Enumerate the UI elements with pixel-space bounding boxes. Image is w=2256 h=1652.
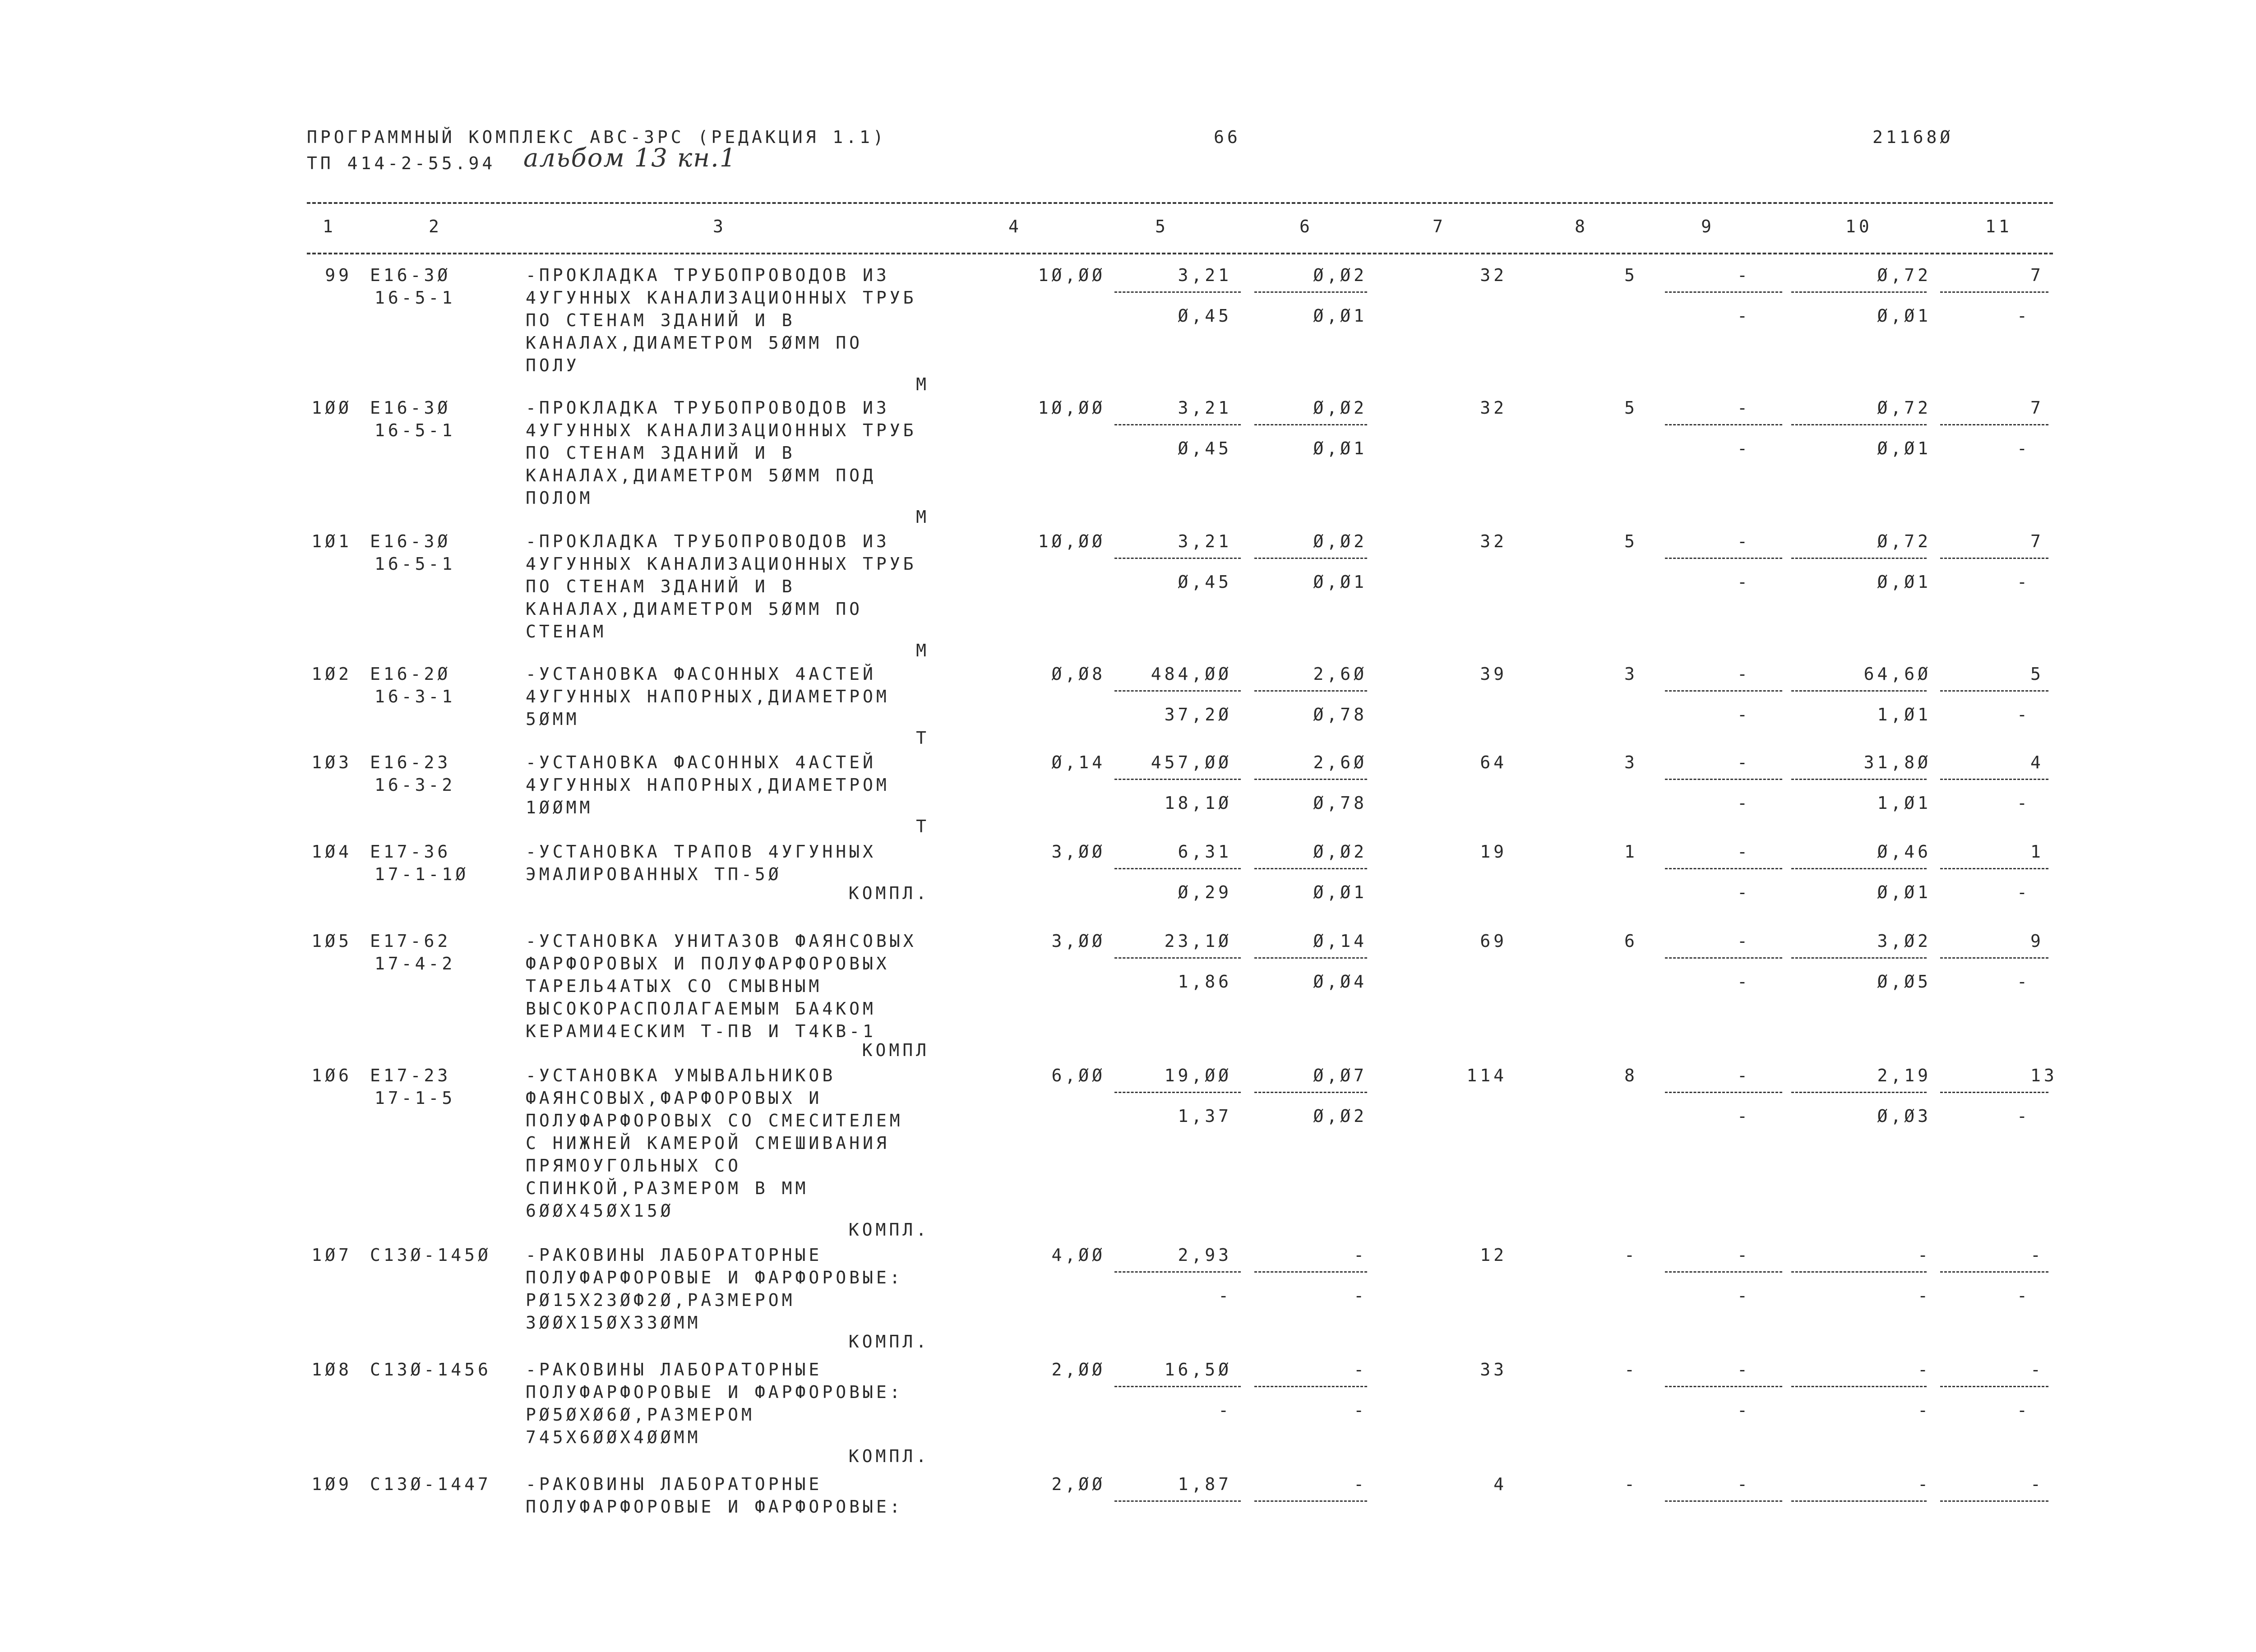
header-rule-top: [307, 202, 2053, 204]
work-description-line: 6ØØХ45ØХ15Ø: [526, 1201, 674, 1221]
column-number: 6: [1299, 217, 1313, 236]
col9-value: -: [1737, 1245, 1751, 1265]
row-number: 1Ø6: [311, 1066, 352, 1085]
value-separator: [1114, 1500, 1241, 1502]
machine-cost: 2,6Ø: [1313, 664, 1367, 684]
work-description-line: -УСТАНОВКА УНИТАЗОВ ФАЯНСОВЫХ: [526, 931, 917, 951]
machine-cost-wages: Ø,78: [1313, 705, 1367, 724]
total-cost: 39: [1480, 664, 1507, 684]
work-description-line: 745Х6ØØХ4ØØММ: [526, 1427, 701, 1447]
value-separator: [1791, 291, 1927, 293]
machine-cost: -: [1354, 1245, 1367, 1265]
value-separator: [1114, 779, 1241, 780]
program-title: ПРОГРАММНЫЙ КОМПЛЕКС АВС-3РС (РЕДАКЦИЯ 1.1): [307, 127, 887, 147]
col11-sub-value: -: [2017, 972, 2030, 992]
work-description-line: ЭМАЛИРОВАННЫХ ТП-5Ø: [526, 864, 782, 884]
value-separator: [1254, 779, 1367, 780]
unit-cost: 457,ØØ: [1151, 752, 1232, 772]
value-separator: [1114, 424, 1241, 425]
total-cost: 32: [1480, 398, 1507, 418]
unit-cost-wages: 1,86: [1178, 972, 1232, 992]
labor-cost: -: [1918, 1474, 1931, 1494]
work-description-line: -ПРОКЛАДКА ТРУБОПРОВОДОВ ИЗ: [526, 531, 890, 551]
value-separator: [1940, 957, 2048, 959]
value-separator: [1254, 957, 1367, 959]
value-separator: [1254, 558, 1367, 559]
labor-cost-sub: 1,Ø1: [1877, 705, 1931, 724]
col9-sub-value: -: [1737, 438, 1751, 458]
work-description-line: РØ15Х23ØФ2Ø,РАЗМЕРОМ: [526, 1290, 795, 1310]
quantity: 3,ØØ: [1051, 842, 1105, 862]
norm-subcode: 16-5-1: [374, 554, 456, 574]
norm-subcode: 16-5-1: [374, 420, 456, 440]
col9-value: -: [1737, 1474, 1751, 1494]
value-separator: [1665, 424, 1782, 425]
value-separator: [1665, 291, 1782, 293]
norm-code: Е16-3Ø: [370, 398, 451, 418]
work-description-line: -УСТАНОВКА ФАСОННЫХ 4АСТЕЙ: [526, 664, 876, 684]
machine-cost-wages: -: [1354, 1400, 1367, 1420]
value-separator: [1940, 779, 2048, 780]
machine-cost-wages: Ø,Ø4: [1313, 972, 1367, 992]
value-separator: [1940, 1092, 2048, 1093]
row-number: 1Ø5: [311, 931, 352, 951]
work-description-line: КЕРАМИ4ЕСКИМ Т-ПВ И Т4КВ-1: [526, 1021, 876, 1041]
labor-cost-sub: Ø,Ø1: [1877, 882, 1931, 902]
unit-cost: 3,21: [1178, 531, 1232, 551]
value-separator: [1665, 690, 1782, 692]
column-number: 2: [429, 217, 442, 236]
value-separator: [1665, 558, 1782, 559]
value-separator: [1665, 868, 1782, 869]
work-description-line: 4УГУННЫХ КАНАЛИЗАЦИОННЫХ ТРУБ: [526, 554, 917, 574]
col9-value: -: [1737, 1066, 1751, 1085]
unit-of-measure: Т: [916, 728, 929, 748]
machine-cost: Ø,Ø2: [1313, 398, 1367, 418]
value-separator: [1791, 957, 1927, 959]
total-cost: 12: [1480, 1245, 1507, 1265]
col11-sub-value: -: [2017, 1106, 2030, 1126]
quantity: 2,ØØ: [1051, 1360, 1105, 1380]
total-cost: 114: [1466, 1066, 1507, 1085]
value-separator: [1114, 1092, 1241, 1093]
work-description-line: -УСТАНОВКА ФАСОННЫХ 4АСТЕЙ: [526, 752, 876, 772]
column-number: 1: [323, 217, 336, 236]
machine-cost: Ø,Ø2: [1313, 265, 1367, 285]
value-separator: [1791, 1386, 1927, 1387]
total-wages: -: [1624, 1360, 1638, 1380]
value-separator: [1791, 558, 1927, 559]
norm-code: Е16-3Ø: [370, 531, 451, 551]
machine-cost-wages: Ø,78: [1313, 793, 1367, 813]
unit-cost: 6,31: [1178, 842, 1232, 862]
machine-cost: Ø,14: [1313, 931, 1367, 951]
value-separator: [1254, 1386, 1367, 1387]
work-description-line: ФАРФОРОВЫХ И ПОЛУФАРФОРОВЫХ: [526, 954, 890, 974]
work-description-line: КАНАЛАХ,ДИАМЕТРОМ 5ØММ ПО: [526, 333, 863, 353]
value-separator: [1791, 1500, 1927, 1502]
total-wages: 3: [1624, 664, 1638, 684]
value-separator: [1114, 291, 1241, 293]
unit-of-measure: М: [916, 374, 929, 394]
work-description-line: 5ØММ: [526, 709, 580, 729]
value-separator: [1791, 1271, 1927, 1273]
unit-cost-wages: Ø,45: [1178, 306, 1232, 326]
value-separator: [1114, 690, 1241, 692]
col11-value: 5: [2030, 664, 2044, 684]
value-separator: [1940, 690, 2048, 692]
unit-cost-wages: -: [1218, 1400, 1232, 1420]
work-description-line: ПОЛУФАРФОРОВЫЕ И ФАРФОРОВЫЕ:: [526, 1382, 903, 1402]
work-description-line: -ПРОКЛАДКА ТРУБОПРОВОДОВ ИЗ: [526, 398, 890, 418]
norm-code: Е16-2Ø: [370, 664, 451, 684]
col9-value: -: [1737, 531, 1751, 551]
col9-sub-value: -: [1737, 1400, 1751, 1420]
page-number: 66: [1214, 127, 1241, 147]
total-cost: 32: [1480, 531, 1507, 551]
value-separator: [1114, 1386, 1241, 1387]
project-code: ТП 414-2-55.94: [307, 153, 496, 173]
norm-subcode: 16-3-1: [374, 687, 456, 706]
machine-cost: -: [1354, 1360, 1367, 1380]
col9-value: -: [1737, 664, 1751, 684]
column-number: 11: [1985, 217, 2012, 236]
labor-cost-sub: 1,Ø1: [1877, 793, 1931, 813]
work-description-line: 4УГУННЫХ КАНАЛИЗАЦИОННЫХ ТРУБ: [526, 288, 917, 308]
quantity: 1Ø,ØØ: [1038, 265, 1105, 285]
value-separator: [1940, 1271, 2048, 1273]
value-separator: [1791, 1092, 1927, 1093]
unit-cost: 3,21: [1178, 398, 1232, 418]
handwritten-note: альбом 13 кн.1: [523, 143, 737, 173]
work-description-line: ПО СТЕНАМ ЗДАНИЙ И В: [526, 443, 795, 463]
unit-of-measure: Т: [916, 817, 929, 836]
work-description-line: 1ØØММ: [526, 798, 593, 817]
labor-cost-sub: Ø,Ø5: [1877, 972, 1931, 992]
value-separator: [1254, 291, 1367, 293]
work-description-line: -РАКОВИНЫ ЛАБОРАТОРНЫЕ: [526, 1245, 823, 1265]
norm-code: С13Ø-1447: [370, 1474, 491, 1494]
unit-cost: 3,21: [1178, 265, 1232, 285]
unit-cost: 484,ØØ: [1151, 664, 1232, 684]
header-rule-bottom: [307, 253, 2053, 254]
value-separator: [1254, 424, 1367, 425]
column-number: 8: [1575, 217, 1588, 236]
value-separator: [1254, 1500, 1367, 1502]
col9-sub-value: -: [1737, 306, 1751, 326]
labor-cost: 64,6Ø: [1863, 664, 1931, 684]
norm-subcode: 17-4-2: [374, 954, 456, 974]
labor-cost: Ø,72: [1877, 265, 1931, 285]
work-description-line: ПО СТЕНАМ ЗДАНИЙ И В: [526, 577, 795, 596]
norm-code: Е17-36: [370, 842, 451, 862]
total-cost: 32: [1480, 265, 1507, 285]
labor-cost: 31,8Ø: [1863, 752, 1931, 772]
labor-cost-sub: Ø,Ø1: [1877, 572, 1931, 592]
col9-value: -: [1737, 398, 1751, 418]
work-description-line: ПОЛОМ: [526, 488, 593, 508]
col11-value: -: [2030, 1360, 2044, 1380]
value-separator: [1940, 291, 2048, 293]
column-number: 7: [1433, 217, 1446, 236]
value-separator: [1114, 868, 1241, 869]
labor-cost: Ø,72: [1877, 398, 1931, 418]
col11-value: 7: [2030, 531, 2044, 551]
machine-cost: Ø,Ø2: [1313, 842, 1367, 862]
value-separator: [1940, 424, 2048, 425]
col9-sub-value: -: [1737, 882, 1751, 902]
work-description-line: 4УГУННЫХ НАПОРНЫХ,ДИАМЕТРОМ: [526, 687, 890, 706]
col9-sub-value: -: [1737, 705, 1751, 724]
machine-cost-wages: Ø,Ø1: [1313, 882, 1367, 902]
row-number: 1Ø3: [311, 752, 352, 772]
value-separator: [1665, 957, 1782, 959]
work-description-line: 4УГУННЫХ НАПОРНЫХ,ДИАМЕТРОМ: [526, 775, 890, 795]
row-number: 99: [325, 265, 352, 285]
total-wages: -: [1624, 1245, 1638, 1265]
quantity: Ø,14: [1051, 752, 1105, 772]
value-separator: [1254, 690, 1367, 692]
col9-sub-value: -: [1737, 972, 1751, 992]
value-separator: [1254, 1271, 1367, 1273]
col11-sub-value: -: [2017, 882, 2030, 902]
col11-value: 7: [2030, 398, 2044, 418]
value-separator: [1114, 558, 1241, 559]
unit-cost-wages: 1,37: [1178, 1106, 1232, 1126]
quantity: 1Ø,ØØ: [1038, 531, 1105, 551]
quantity: 3,ØØ: [1051, 931, 1105, 951]
machine-cost-wages: Ø,Ø1: [1313, 306, 1367, 326]
unit-of-measure: КОМПЛ.: [848, 1220, 929, 1240]
col11-value: -: [2030, 1245, 2044, 1265]
column-number: 4: [1008, 217, 1022, 236]
quantity: 6,ØØ: [1051, 1066, 1105, 1085]
norm-code: Е16-23: [370, 752, 451, 772]
work-description-line: ПРЯМОУГОЛЬНЫХ СО: [526, 1156, 742, 1176]
labor-cost-sub: Ø,Ø1: [1877, 438, 1931, 458]
unit-cost-wages: 18,1Ø: [1164, 793, 1232, 813]
work-description-line: ПОЛУ: [526, 355, 580, 375]
total-wages: 8: [1624, 1066, 1638, 1085]
column-number: 10: [1845, 217, 1872, 236]
labor-cost: 2,19: [1877, 1066, 1931, 1085]
total-cost: 69: [1480, 931, 1507, 951]
unit-of-measure: М: [916, 641, 929, 660]
total-wages: 3: [1624, 752, 1638, 772]
norm-subcode: 17-1-1Ø: [374, 864, 469, 884]
col9-sub-value: -: [1737, 1106, 1751, 1126]
value-separator: [1114, 1271, 1241, 1273]
value-separator: [1114, 957, 1241, 959]
row-number: 1Ø4: [311, 842, 352, 862]
work-description-line: ПОЛУФАРФОРОВЫХ СО СМЕСИТЕЛЕМ: [526, 1111, 903, 1131]
document-number: 21168Ø: [1872, 127, 1954, 147]
total-cost: 33: [1480, 1360, 1507, 1380]
col11-value: 1: [2030, 842, 2044, 862]
value-separator: [1665, 1386, 1782, 1387]
value-separator: [1940, 1500, 2048, 1502]
labor-cost-sub: -: [1918, 1286, 1931, 1306]
total-cost: 19: [1480, 842, 1507, 862]
labor-cost-sub: Ø,Ø3: [1877, 1106, 1931, 1126]
norm-code: Е16-3Ø: [370, 265, 451, 285]
work-description-line: СТЕНАМ: [526, 622, 607, 641]
col11-value: 13: [2030, 1066, 2057, 1085]
machine-cost-wages: Ø,Ø2: [1313, 1106, 1367, 1126]
quantity: 1Ø,ØØ: [1038, 398, 1105, 418]
col9-sub-value: -: [1737, 1286, 1751, 1306]
total-wages: 5: [1624, 531, 1638, 551]
value-separator: [1791, 868, 1927, 869]
col11-value: 4: [2030, 752, 2044, 772]
unit-of-measure: КОМПЛ.: [848, 1332, 929, 1352]
work-description-line: 4УГУННЫХ КАНАЛИЗАЦИОННЫХ ТРУБ: [526, 420, 917, 440]
col9-value: -: [1737, 752, 1751, 772]
work-description-line: -УСТАНОВКА УМЫВАЛЬНИКОВ: [526, 1066, 836, 1085]
machine-cost-wages: Ø,Ø1: [1313, 572, 1367, 592]
norm-subcode: 16-5-1: [374, 288, 456, 308]
value-separator: [1254, 1092, 1367, 1093]
unit-of-measure: КОМПЛ: [862, 1040, 929, 1060]
work-description-line: СПИНКОЙ,РАЗМЕРОМ В ММ: [526, 1178, 809, 1198]
work-description-line: -УСТАНОВКА ТРАПОВ 4УГУННЫХ: [526, 842, 876, 862]
norm-subcode: 17-1-5: [374, 1088, 456, 1108]
row-number: 1Ø9: [311, 1474, 352, 1494]
norm-code: Е17-23: [370, 1066, 451, 1085]
col11-value: -: [2030, 1474, 2044, 1494]
unit-of-measure: КОМПЛ.: [848, 883, 929, 903]
quantity: Ø,Ø8: [1051, 664, 1105, 684]
value-separator: [1791, 690, 1927, 692]
col11-value: 7: [2030, 265, 2044, 285]
value-separator: [1940, 558, 2048, 559]
labor-cost: -: [1918, 1245, 1931, 1265]
work-description-line: ПОЛУФАРФОРОВЫЕ И ФАРФОРОВЫЕ:: [526, 1497, 903, 1517]
quantity: 2,ØØ: [1051, 1474, 1105, 1494]
work-description-line: -РАКОВИНЫ ЛАБОРАТОРНЫЕ: [526, 1474, 823, 1494]
machine-cost: 2,6Ø: [1313, 752, 1367, 772]
total-wages: 6: [1624, 931, 1638, 951]
work-description-line: 3ØØХ15ØХ33ØММ: [526, 1313, 701, 1333]
value-separator: [1665, 779, 1782, 780]
col11-sub-value: -: [2017, 572, 2030, 592]
work-description-line: ПО СТЕНАМ ЗДАНИЙ И В: [526, 310, 795, 330]
norm-subcode: 16-3-2: [374, 775, 456, 795]
total-wages: 5: [1624, 265, 1638, 285]
machine-cost: Ø,Ø2: [1313, 531, 1367, 551]
total-cost: 4: [1493, 1474, 1507, 1494]
col11-sub-value: -: [2017, 793, 2030, 813]
work-description-line: КАНАЛАХ,ДИАМЕТРОМ 5ØММ ПО: [526, 599, 863, 619]
labor-cost: -: [1918, 1360, 1931, 1380]
col9-value: -: [1737, 842, 1751, 862]
norm-code: С13Ø-145Ø: [370, 1245, 491, 1265]
work-description-line: ВЫСОКОРАСПОЛАГАЕМЫМ БА4КОМ: [526, 999, 876, 1019]
value-separator: [1665, 1500, 1782, 1502]
work-description-line: -ПРОКЛАДКА ТРУБОПРОВОДОВ ИЗ: [526, 265, 890, 285]
unit-cost-wages: Ø,45: [1178, 438, 1232, 458]
unit-cost: 1,87: [1178, 1474, 1232, 1494]
value-separator: [1791, 779, 1927, 780]
col11-sub-value: -: [2017, 438, 2030, 458]
value-separator: [1940, 868, 2048, 869]
row-number: 1Ø7: [311, 1245, 352, 1265]
work-description-line: КАНАЛАХ,ДИАМЕТРОМ 5ØММ ПОД: [526, 466, 876, 485]
col11-sub-value: -: [2017, 1400, 2030, 1420]
unit-of-measure: М: [916, 507, 929, 527]
unit-of-measure: КОМПЛ.: [848, 1446, 929, 1466]
unit-cost-wages: -: [1218, 1286, 1232, 1306]
col11-sub-value: -: [2017, 1286, 2030, 1306]
col9-value: -: [1737, 265, 1751, 285]
total-wages: 5: [1624, 398, 1638, 418]
unit-cost-wages: 37,2Ø: [1164, 705, 1232, 724]
total-cost: 64: [1480, 752, 1507, 772]
unit-cost: 2,93: [1178, 1245, 1232, 1265]
value-separator: [1665, 1092, 1782, 1093]
quantity: 4,ØØ: [1051, 1245, 1105, 1265]
column-number: 9: [1701, 217, 1715, 236]
unit-cost-wages: Ø,29: [1178, 882, 1232, 902]
work-description-line: ТАРЕЛЬ4АТЫХ СО СМЫВНЫМ: [526, 976, 823, 996]
unit-cost-wages: Ø,45: [1178, 572, 1232, 592]
col11-sub-value: -: [2017, 306, 2030, 326]
labor-cost-sub: Ø,Ø1: [1877, 306, 1931, 326]
labor-cost: Ø,46: [1877, 842, 1931, 862]
work-description-line: С НИЖНЕЙ КАМЕРОЙ СМЕШИВАНИЯ: [526, 1133, 890, 1153]
col9-sub-value: -: [1737, 572, 1751, 592]
machine-cost-wages: Ø,Ø1: [1313, 438, 1367, 458]
unit-cost: 19,ØØ: [1164, 1066, 1232, 1085]
col11-value: 9: [2030, 931, 2044, 951]
norm-code: С13Ø-1456: [370, 1360, 491, 1380]
labor-cost: 3,Ø2: [1877, 931, 1931, 951]
total-wages: -: [1624, 1474, 1638, 1494]
column-number: 5: [1155, 217, 1169, 236]
work-description-line: РØ5ØХØ6Ø,РАЗМЕРОМ: [526, 1405, 755, 1425]
labor-cost-sub: -: [1918, 1400, 1931, 1420]
machine-cost-wages: -: [1354, 1286, 1367, 1306]
total-wages: 1: [1624, 842, 1638, 862]
col9-value: -: [1737, 931, 1751, 951]
work-description-line: -РАКОВИНЫ ЛАБОРАТОРНЫЕ: [526, 1360, 823, 1380]
row-number: 1Ø1: [311, 531, 352, 551]
machine-cost: Ø,Ø7: [1313, 1066, 1367, 1085]
value-separator: [1254, 868, 1367, 869]
row-number: 1ØØ: [311, 398, 352, 418]
row-number: 1Ø2: [311, 664, 352, 684]
work-description-line: ПОЛУФАРФОРОВЫЕ И ФАРФОРОВЫЕ:: [526, 1268, 903, 1287]
unit-cost: 16,5Ø: [1164, 1360, 1232, 1380]
machine-cost: -: [1354, 1474, 1367, 1494]
col11-sub-value: -: [2017, 705, 2030, 724]
value-separator: [1791, 424, 1927, 425]
column-number: 3: [713, 217, 726, 236]
col9-sub-value: -: [1737, 793, 1751, 813]
unit-cost: 23,1Ø: [1164, 931, 1232, 951]
value-separator: [1665, 1271, 1782, 1273]
norm-code: Е17-62: [370, 931, 451, 951]
row-number: 1Ø8: [311, 1360, 352, 1380]
col9-value: -: [1737, 1360, 1751, 1380]
work-description-line: ФАЯНСОВЫХ,ФАРФОРОВЫХ И: [526, 1088, 823, 1108]
value-separator: [1940, 1386, 2048, 1387]
labor-cost: Ø,72: [1877, 531, 1931, 551]
